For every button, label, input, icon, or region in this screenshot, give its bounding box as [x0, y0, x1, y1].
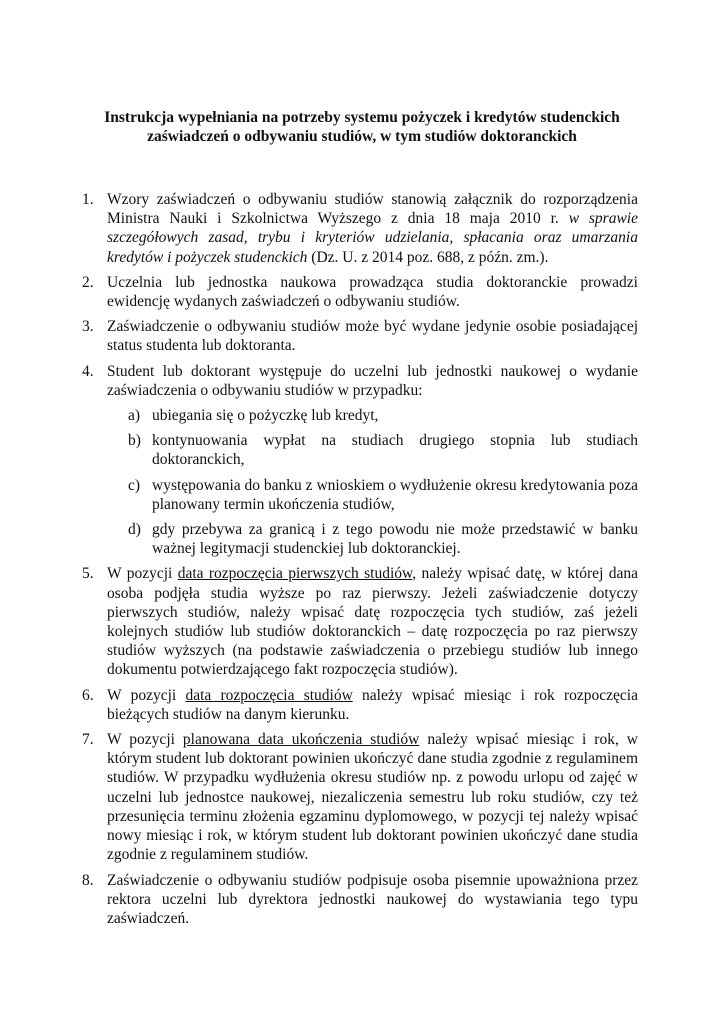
- item-text: W pozycji: [107, 731, 183, 749]
- item-text: W pozycji: [107, 686, 186, 704]
- item-number: 8.: [82, 871, 94, 889]
- sub-item-text: ubiegania się o pożyczkę lub kredyt,: [152, 407, 379, 425]
- sub-item-c: [107, 476, 638, 514]
- item-number: 7.: [82, 731, 94, 749]
- item-text-tail: należy wpisać miesiąc i rok rozpoczęcia bieżących studiów na danym kierunku.: [107, 686, 638, 723]
- item-text: Student lub doktorant występuje do uczelni lub jednostki naukowej o wydanie zaświadczenia o odbywaniu studiów w przypadku:: [107, 362, 638, 399]
- list-item-3: [82, 317, 638, 355]
- item-text: W pozycji: [107, 565, 178, 583]
- item-text: Zaświadczenie o odbywaniu studiów może być wydane jedynie osobie posiadającej status studenta lub doktoranta.: [107, 318, 638, 355]
- item-text: Wzory zaświadczeń o odbywaniu studiów stanowią załącznik do rozporządzenia Ministra Nauki i Szkolnictwa Wyższego z dnia 18 maja 2010 r.: [107, 191, 638, 228]
- item-text-tail: (Dz. U. z 2014 poz. 688, z późn. zm.).: [307, 248, 549, 266]
- item-text-tail: , należy wpisać datę, w której dana osoba podjęła studia wyższe po raz pierwszy. Jeżeli zaświadczenie dotyczy pierwszych studiów, należy wpisać datę rozpoczęcia tych studiów, zaś jeżeli kolejnych studiów lub studiów doktoranckich – datę rozpoczęcia po raz pierwszy studiów wyższych (na podstawie zaświadczenia o przebiegu studiów lub innego dokumentu potwierdzającego fakt rozpoczęcia studiów).: [107, 565, 638, 679]
- field-name: data rozpoczęcia studiów: [185, 686, 353, 704]
- title-line-2: zaświadczeń o odbywaniu studiów, w tym studiów doktoranckich: [147, 128, 577, 145]
- sub-item-letter: c): [128, 476, 141, 494]
- list-item-6: [82, 686, 638, 724]
- instruction-list: [82, 190, 638, 934]
- item-text: Uczelnia lub jednostka naukowa prowadząca studia doktoranckie prowadzi ewidencję wydanych zaświadczeń o odbywaniu studiów.: [107, 273, 638, 311]
- item-number: 3.: [82, 318, 94, 336]
- sub-item-b: [107, 431, 638, 469]
- list-item-7: [82, 730, 638, 864]
- list-item-5: [82, 564, 638, 679]
- sub-item-a: [107, 406, 638, 425]
- list-item-8: [82, 871, 638, 929]
- sub-item-letter: a): [128, 407, 141, 425]
- item-number: 5.: [82, 565, 94, 583]
- item-number: 4.: [82, 362, 94, 380]
- sub-item-letter: d): [128, 521, 141, 539]
- title-line-1: Instrukcja wypełniania na potrzeby systemu pożyczek i kredytów studenckich: [104, 109, 620, 126]
- sub-item-text: gdy przebywa za granicą i z tego powodu nie może przedstawić w banku ważnej legitymacji studenckiej lub doktoranckiej.: [152, 521, 638, 558]
- document-title: [80, 108, 644, 146]
- item-number: 1.: [82, 191, 94, 208]
- item-number: 6.: [82, 686, 94, 704]
- sub-item-letter: b): [128, 432, 141, 450]
- list-item-2: [82, 273, 638, 311]
- sub-list: [107, 406, 638, 558]
- list-item-4: [82, 362, 638, 559]
- field-name: planowana data ukończenia studiów: [182, 731, 420, 749]
- regulation-title: w sprawie szczegółowych zasad, trybu i kryteriów udzielania, spłacania oraz umarzania kredytów i pożyczek studenckich: [107, 210, 638, 266]
- field-name: data rozpoczęcia pierwszych studiów: [177, 565, 413, 583]
- item-text-tail: należy wpisać miesiąc i rok, w którym student lub doktorant powinien ukończyć dane studia zgodnie z regulaminem studiów. W przypadku wydłużenia okresu studiów np. z powodu urlopu od zajęć w uczelni lub jednostce naukowej, niezaliczenia semestru lub roku studiów, czy też przesunięcia terminu złożenia egzaminu dyplomowego, w pozycji tej należy wpisać nowy miesiąc i rok, w którym student lub doktorant powinien ukończyć dane studia zgodnie z regulaminem studiów.: [107, 731, 638, 864]
- sub-item-text: występowania do banku z wnioskiem o wydłużenie okresu kredytowania poza planowany termin ukończenia studiów,: [152, 476, 638, 513]
- list-item-1: [82, 190, 638, 267]
- item-number: 2.: [82, 273, 94, 291]
- sub-item-text: kontynuowania wypłat na studiach drugiego stopnia lub studiach doktoranckich,: [152, 432, 638, 469]
- sub-item-d: [107, 520, 638, 558]
- item-text: Zaświadczenie o odbywaniu studiów podpisuje osoba pisemnie upoważniona przez rektora uczelni lub dyrektora jednostki naukowej do wystawiania tego typu zaświadczeń.: [107, 871, 638, 927]
